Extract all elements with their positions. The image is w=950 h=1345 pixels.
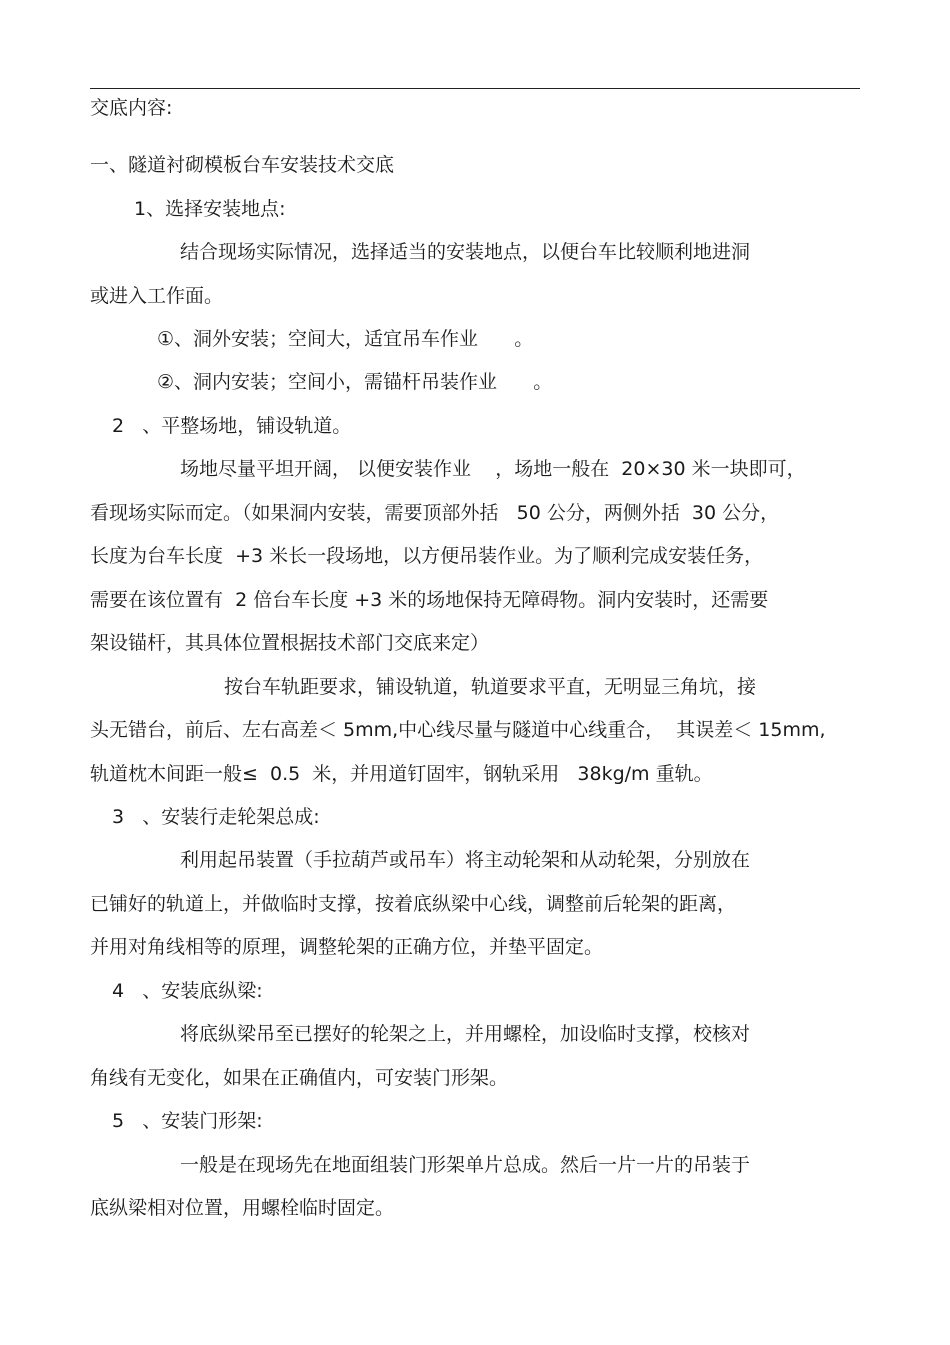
paragraph-line: 一般是在现场先在地面组装门形架单片总成。然后一片一片的吊装于 xyxy=(180,1154,751,1176)
paragraph-line: 或进入工作面。 xyxy=(90,285,224,307)
header-rule xyxy=(90,88,860,89)
step-2-heading: 2 、平整场地，铺设轨道。 xyxy=(112,415,352,437)
paragraph-line: 需要在该位置有 2 倍台车长度 +3 米的场地保持无障碍物。洞内安装时，还需要 xyxy=(90,589,769,611)
paragraph-line: 看现场实际而定。（如果洞内安装，需要顶部外括 50 公分，两侧外括 30 公分， xyxy=(90,502,780,524)
disclosure-heading: 交底内容: xyxy=(90,97,173,119)
paragraph-line: 角线有无变化，如果在正确值内，可安装门形架。 xyxy=(90,1067,509,1089)
step-3-heading: 3 、安装行走轮架总成: xyxy=(112,806,320,828)
paragraph-line: 场地尽量平坦开阔， 以便安装作业 ，场地一般在 20×30 米一块即可， xyxy=(180,458,806,480)
paragraph-line: 架设锚杆，其具体位置根据技术部门交底来定） xyxy=(90,632,490,654)
paragraph-line: 并用对角线相等的原理，调整轮架的正确方位，并垫平固定。 xyxy=(90,936,604,958)
option-item: ①、洞外安装；空间大，适宜吊车作业 。 xyxy=(157,328,534,350)
step-4-heading: 4 、安装底纵梁: xyxy=(112,980,263,1002)
step-5-heading: 5 、安装门形架: xyxy=(112,1110,263,1132)
option-item: ②、洞内安装；空间小，需锚杆吊装作业 。 xyxy=(157,371,553,393)
paragraph-line: 头无错台，前后、左右高差＜ 5mm,中心线尽量与隧道中心线重合， 其误差＜ 15mm, xyxy=(90,719,826,741)
paragraph-line: 将底纵梁吊至已摆好的轮架之上，并用螺栓，加设临时支撑，校核对 xyxy=(180,1023,751,1045)
section-title: 一、隧道衬砌模板台车安装技术交底 xyxy=(90,154,395,176)
paragraph-line: 轨道枕木间距一般≤ 0.5 米，并用道钉固牢，钢轨采用 38kg/m 重轨。 xyxy=(90,763,713,785)
paragraph-line: 利用起吊装置（手拉葫芦或吊车）将主动轮架和从动轮架，分别放在 xyxy=(180,849,751,871)
step-1-heading: 1、选择安装地点: xyxy=(134,198,286,220)
paragraph-line: 按台车轨距要求，铺设轨道，轨道要求平直，无明显三角坑，接 xyxy=(224,676,757,698)
paragraph-line: 长度为台车长度 +3 米长一段场地，以方便吊装作业。为了顺利完成安装任务， xyxy=(90,545,764,567)
paragraph-line: 结合现场实际情况，选择适当的安装地点，以便台车比较顺利地进洞 xyxy=(180,241,751,263)
paragraph-line: 底纵梁相对位置，用螺栓临时固定。 xyxy=(90,1197,395,1219)
paragraph-line: 已铺好的轨道上，并做临时支撑，按着底纵梁中心线，调整前后轮架的距离， xyxy=(90,893,737,915)
